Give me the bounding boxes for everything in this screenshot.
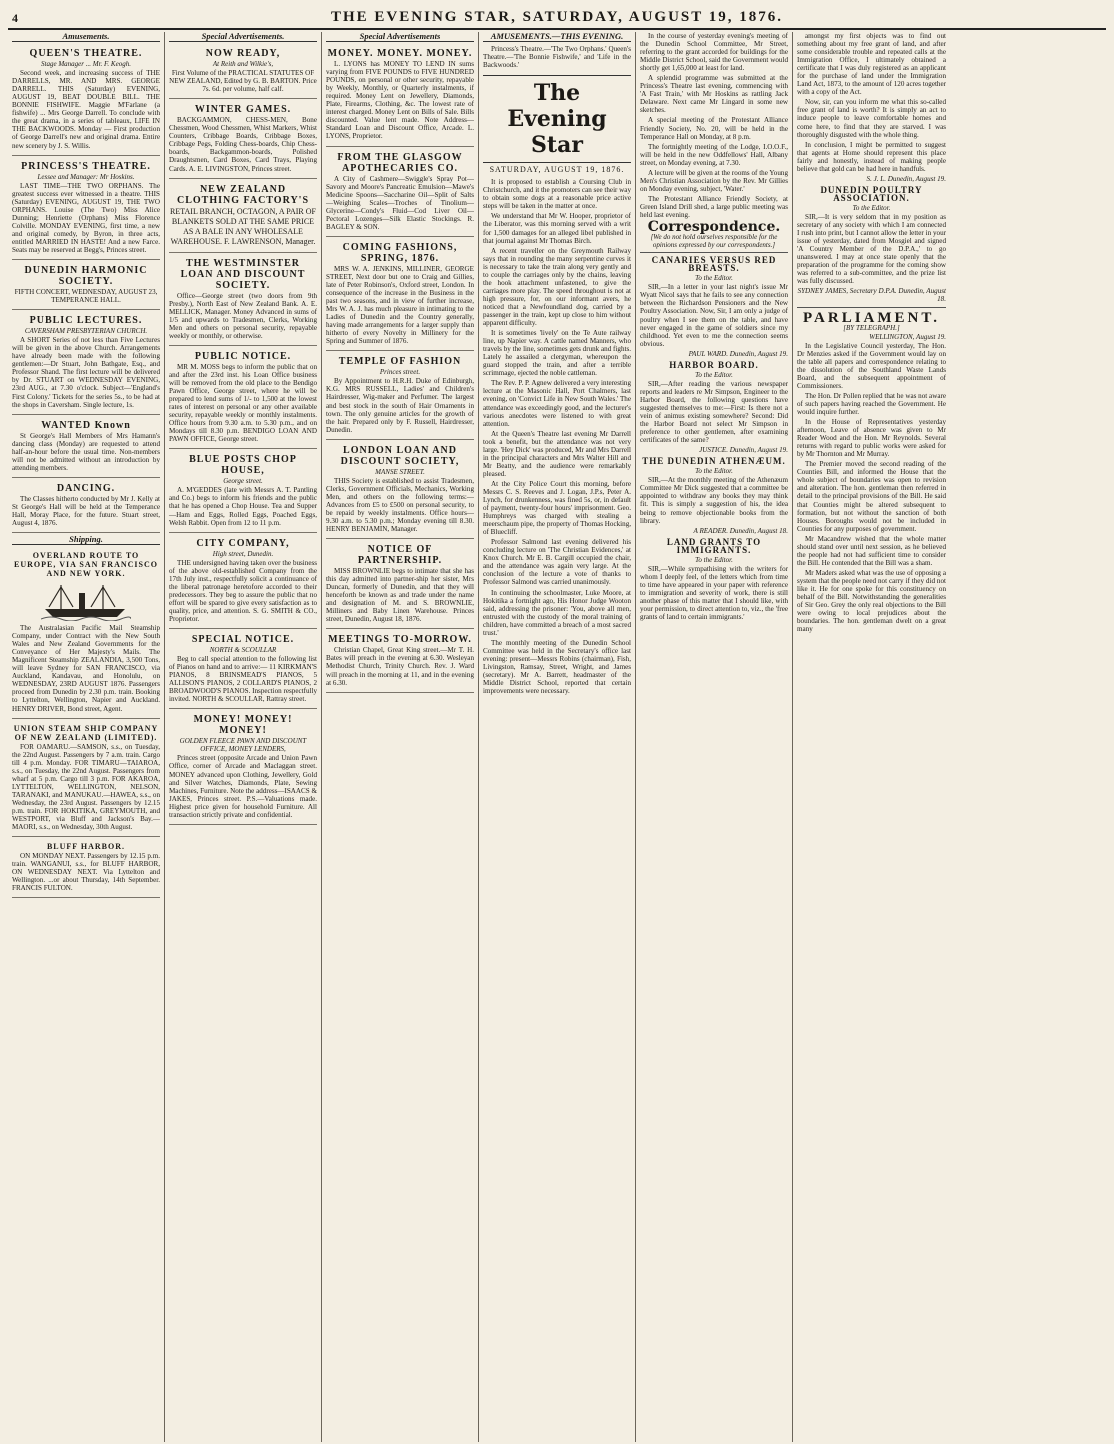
news-paragraph: In the course of yesterday evening's meeting of the Dunedin School Committee, Mr Street, referring to the grant accorded for buildings for the Middle District School, said the Government would shortly get 1,65,000 at least for land. [640, 32, 788, 73]
advertisement [326, 541, 474, 629]
news-paragraph: A lecture will be given at the rooms of the Young Men's Christian Association by the Rev. Mr Gillies on Monday evening, subject, 'Water.' [640, 168, 788, 193]
advertisement [326, 45, 474, 146]
news-paragraph: The fortnightly meeting of the Lodge, I.O.O.F., will be held in the new Oddfellows' Hall, Albany street, on Monday evening, at 7.30. [640, 142, 788, 167]
news-paragraph: A splendid programme was submitted at the Princess's Theatre last evening, commencing with 'A Fast Train,' with Mr Hoskins as rattling Jack Delaware. Next came Mr Lingard in some new sketches. [640, 74, 788, 115]
ad-body: MRS W. A. JENKINS, MILLINER, GEORGE STREET, Next door but one to Craig and Gillies, late of Peter Robinson's, Oxford street, London. In consequence of the increase in the Business in the past two seasons, and in view of further increase, Mrs W. A. J. has much pleasure in intimating to the Ladies of Dunedin and the Country generally, having made arrangements for a larger supply than hitherto of every Novelty in Millinery for the Spring and Summer of 1876. [326, 264, 474, 346]
letter-signature: JUSTICE. Dunedin, August 19. [699, 446, 788, 455]
advertisement [169, 451, 317, 532]
ad-body: MISS BROWNLIE begs to intimate that she has this day admitted into partner-ship her sister, Mrs Duncan, formerly of Dunedin, and that they will henceforth be known as and trade under the name and designation of M. and S. BROWNLIE, Milliners and Baby Linen Warehouse. Princes street, Dunedin, August 18, 1876. [326, 567, 474, 624]
letter-body: SIR,—After reading the various newspaper reports and leaders re Mr Simpson, Engineer to the Harbor Board, the following questions have suggested themselves to me:—First: Is there not a vein of animus existing somewhere? Second: Did the Harbor Board not select Mr Simpson in preference to other gentlemen, after examining certificates of the same? [640, 379, 788, 445]
ad-body: A City of Cashmere—Swiggle's Spray Pot—Savory and Moore's Pancreatic Emulsion—Mawe's Medicine Spoons—Saccharine Oil—Split of Salts—Weighing Scales—Troches of Tinolium—Glycerine—Condy's Fluid—Cod Liver Oil—Pectoral Lozenges—Silk Elastic Stockings. R. BAGLEY & SON. [326, 174, 474, 231]
letter-body: SIR,—While sympathising with the writers for whom I deeply feel, of the letters which from time to time have appeared in your paper with reference to immigration and severity of work, there is still another phase of this matter that I should like, with your permission, to direct attention to, viz., the 'free grants of land to certain immigrants.' [640, 564, 788, 622]
news-paragraph: In conclusion, I might be permitted to suggest that agents at Home should represent this place fairly and honestly, instead of making people believe that gold can be had here in handfuls. [797, 140, 946, 173]
letter-body: SIR,—In a letter in your last night's issue Mr Wyatt Nicol says that he fails to see any connection between the Richardson Pensioners and the New Poultry Association. Now, Sir, I am only a judge of poultry when I see them on the table, and have never engaged in the game of soldiers since my childhood. Yet even to me the connection seems obvious. [640, 283, 788, 348]
advertisement [12, 417, 160, 478]
ad-body: First Volume of the PRACTICAL STATUTES OF NEW ZEALAND, Edited by G. B. BARTON. Price 7s. 6d. per volume, half calf. [169, 69, 317, 94]
letter-salutation: To the Editor. [695, 467, 733, 476]
letter-title: LAND GRANTS TO IMMIGRANTS. [666, 536, 762, 555]
section-heading: AMUSEMENTS.—THIS EVENING. [483, 32, 631, 42]
advertisement [12, 262, 160, 310]
column-6 [793, 32, 950, 1442]
ad-title: QUEEN'S THEATRE. [29, 48, 143, 60]
ad-subtitle: Stage Manager ... Mr. F. Keogh. [41, 60, 131, 69]
news-paragraph: Professor Salmond last evening delivered his concluding lecture on 'The Christian Evidences,' at Knox Church. Mr E. B. Cargill occupied the chair, and the attendance was again very large. At the conclusion of the lecture a vote of thanks to Professor Salmond was carried unanimously. [483, 538, 631, 587]
page-number: 4 [12, 11, 18, 25]
ad-body: St George's Hall Members of Mrs Hamann's dancing class (Monday) are requested to attend half-an-hour before the usual time. Non-members will not be admitted without an introduction by attending members. [12, 431, 160, 472]
correspondence-note: [We do not hold ourselves responsible for the opinions expressed by our correspondents.] [650, 233, 778, 250]
letter-title: DUNEDIN POULTRY ASSOCIATION. [820, 184, 923, 203]
ad-body: THE undersigned having taken over the business of the above old-established Company from the 17th July inst., respectfully solicit a continuance of the liberal patronage heretofore accorded to their predecessors. They beg to assure the public that no effort will be spared to give every satisfaction as to quality, price, and attention. S. G. SMITH & CO., Proprietor. [169, 558, 317, 623]
advertisement [326, 442, 474, 539]
news-paragraph: At the Queen's Theatre last evening Mr Darrell took a benefit, but the attendance was not very large. 'Hey Dick' was produced, Mr and Mrs Darrell in the principal characters and Mrs Walter Hill and Mr Beatty, and the audience were remarkably pleased. [483, 429, 631, 478]
news-paragraph: In the Legislative Council yesterday, The Hon. Dr Menzies asked if the Government would lay on the table all papers and correspondence relating to the dissolution of the Southland Waste Lands Board, and the subsequent appointment of Commissioners. [797, 341, 946, 390]
letter-signature: SYDNEY JAMES, Secretary D.P.A. Dunedin, August 18. [797, 287, 946, 304]
ad-title: PUBLIC LECTURES. [29, 315, 143, 327]
ad-body: RETAIL BRANCH, OCTAGON, A PAIR OF BLANKETS SOLD AT THE SAME PRICE AS A BALE IN ANY WHOLESALE WAREHOUSE. F. LAWRENSON, Manager. [170, 206, 316, 246]
ad-title: NEW ZEALAND CLOTHING FACTORY'S [176, 183, 310, 206]
advertisement [326, 353, 474, 439]
ad-title: DANCING. [56, 482, 116, 494]
advertisement [169, 631, 317, 709]
shipping-notice [12, 721, 160, 838]
column-1 [8, 32, 165, 1442]
ad-body: The Australasian Pacific Mail Steamship Company, under Contract with the New South Wales and New Zealand Governments for the Conveyance of Her Majesty's Mails. The Magnificent Steamship ZEALANDIA, 3,500 Tons, will leave Sydney for SAN FRANCISCO, via Auckland, Kandavau, and Honolulu, on WEDNESDAY, 23RD AUGUST 1876. Passengers proceed from Dunedin by 2.30 p.m. train. Booking to Lyttelton, Wellington, Napier and Auckland. HENRY DRIVER, Bond street, Agent. [12, 624, 160, 713]
dateline: WELLINGTON, August 19. [869, 332, 946, 341]
letter-title: THE DUNEDIN ATHENÆUM. [642, 456, 786, 467]
news-paragraph: Mr Maders asked what was the use of opposing a system that the people need not carry if they did not like it. He for one spoke for this constituency on behalf of the Bill. Notwithstanding the generalities of Sir Geo. Grey the only real objections to the Bill were owing to local prejudices about the boundaries. The hon. gentleman dwelt on a great many [797, 568, 946, 634]
ad-subtitle: At Reith and Wilkie's, [212, 60, 274, 69]
ad-title: UNION STEAM SHIP COMPANY OF NEW ZEALAND (LIMITED). [13, 723, 159, 742]
ad-body: L. LYONS has MONEY TO LEND IN sums varying from FIVE POUNDS to FIVE HUNDRED POUNDS, on personal or other security, repayable by Weekly, Monthly, or Quarterly instalments, if required. Money Lent on Jewellery, Diamonds, Plate, Firearms, Clothing, &c. The lowest rate of interest charged. Money Lent on Bills of Sale. Bills discounted. Value lent made. Note Address—Standard Loan and Discount Office, Arcade. L. LYONS, Proprietor. [326, 60, 474, 141]
letter-body: SIR,—It is very seldom that in my position as secretary of any society with which I am connected I rush into print, but I cannot allow the letter in your issue of yesterday, dated from Mosgiel and signed 'A Country Member of the D.P.A.,' to go unanswered. I may at once state openly that the preparation of the programme for the coming show was referred to a sub-committee, and the prize list was fully discussed. [797, 212, 946, 286]
news-paragraph: In the House of Representatives yesterday afternoon, Leave of absence was given to Mr Reader Wood and the Hon. Mr Reynolds. Several returns with regard to public works were asked for by Mr Thornton and Mr Murray. [797, 418, 946, 459]
news-paragraph: It is sometimes 'lively' on the Te Aute railway line, up Napier way. A cattle named Manners, who travels by the line, sometimes gets drunk and fights. Lately he assailed a clergyman, whereupon the guard stopped the train, and after a terrible scrimmage, ejected the noble cattleman. [483, 329, 631, 378]
letter-title: CANARIES VERSUS RED BREASTS. [651, 255, 777, 274]
paper-title: The Evening Star [483, 75, 631, 163]
ad-subtitle: NORTH & SCOULLAR [209, 646, 277, 655]
divider [640, 252, 788, 253]
newspaper-header-title: THE EVENING STAR, SATURDAY, AUGUST 19, 1876. [331, 9, 783, 25]
ad-title: PUBLIC NOTICE. [194, 350, 292, 362]
section-heading: Special Advertisements. [169, 32, 317, 42]
ad-subtitle: MANSE STREET. [375, 467, 425, 476]
news-paragraph: The monthly meeting of the Dunedin School Committee was held in the Secretary's office last evening: present—Messrs Robins (chairman), Fish, Livingston, Ramsay, Street, Wright, and James (secretary). Mr A. Barrett, headmaster of the Middle District School, reported that certain improvements were necessary. [483, 638, 631, 696]
news-paragraph: Mr Macandrew wished that the whole matter should stand over until next session, as he believed the people had not had sufficient time to consider the Bill. He contended that the Bill was a sham. [797, 534, 946, 567]
ad-body: A SHORT Series of not less than Five Lectures will be given in the above Church. Arrangements have already been made with the following gentlemen:—Dr Stuart, John Bathgate, Esq., and Professor Shand. The first lecture will be delivered by Dr. STUART on WEDNESDAY EVENING, 23rd AUG., at 7.30 o'clock. Subject—'England's First Colony.' Tickets for the series 5s., to be had at the shops in Caversham. Single lecture, 1s. [12, 336, 160, 409]
news-paragraph: amongst my first objects was to find out something about my free grant of land, and after some considerable trouble and repeated calls at the Immigration Office, I ultimately obtained a certificate that I was duly registered as an applicant for the purchase of land under the Immigration Land Act, 1873, to the amount of 120 acres together with a copy of the Act. [797, 32, 946, 97]
column-3 [322, 32, 479, 1442]
news-paragraph: We understand that Mr W. Hooper, proprietor of the Liberator, was this morning served with a writ for 1,500 damages for an alleged libel published in that journal against Mr Thomas Birch. [483, 212, 631, 245]
ad-title: THE WESTMINSTER LOAN AND DISCOUNT SOCIETY. [180, 257, 306, 291]
ad-title: NOTICE OF PARTNERSHIP. [357, 544, 443, 567]
section-heading: Amusements. [12, 32, 160, 42]
ad-body: Beg to call special attention to the following list of Pianos on hand and to arrive:— 11 KIRKMAN'S PIANOS, 8 BRINSMEAD'S PIANOS, 5 ALLISON'S PIANOS, 2 COLLARD'S PIANOS, 2 BROADWOOD'S PIANOS. Inspection respectfully invited. NORTH & SCOULLAR, Rattray street. [169, 655, 317, 704]
ad-subtitle: George street. [223, 477, 263, 486]
ad-title: SPECIAL NOTICE. [191, 634, 295, 646]
advertisement [169, 101, 317, 178]
ad-subtitle: Princes street. [379, 368, 421, 377]
letter-salutation: To the Editor. [695, 274, 733, 283]
advertisement [169, 181, 317, 253]
ad-body: The Classes hitherto conducted by Mr J. Kelly at St George's Hall will be held at the Temperance Hall, Moray Place, for the future. Stuart street, August 4, 1876. [12, 494, 160, 527]
news-paragraph: In continuing the schoolmaster, Luke Moore, at Hokitika a fortnight ago, His Honor Judge Wooton said, addressing the prisoner: 'You, above all men, entrusted with the custody of the moral training of children, have committed a breach of a most sacred trust.' [483, 588, 631, 637]
parliament-heading: PARLIAMENT. [802, 309, 941, 326]
ad-title: CITY COMPANY, [196, 537, 290, 549]
news-paragraph: The Protestant Alliance Friendly Society, at Green Island Drill shed, a large public meeting was held last evening. [640, 194, 788, 219]
ad-body: FIFTH CONCERT, WEDNESDAY, AUGUST 23, TEMPERANCE HALL. [14, 288, 158, 305]
ad-title: TEMPLE OF FASHION [338, 356, 462, 368]
ad-title: MONEY! MONEY! MONEY! [193, 714, 293, 737]
letter-title: HARBOR BOARD. [669, 359, 759, 370]
ad-body: LAST TIME—THE TWO ORPHANS. The greatest success ever witnessed in a theatre. THIS (Saturday) EVENING, AUGUST 19, THE TWO ORPHANS. Louise (The Two) Miss Alice Dunning; Henriette (Orphans) Miss Florence Colville. MONDAY EVENING, first time, a new and original comedy, by Byron, in three acts, entitled MARRIED IN HASTE! And a new Farce. Seats may be reserved at Begg's, Princes street. [12, 181, 160, 254]
advertisement [169, 45, 317, 99]
letter-signature: PAUL WARD. Dunedin, August 19. [688, 349, 788, 358]
letter-body: SIR,—At the monthly meeting of the Athenæum Committee Mr Dick suggested that a committee be appointed to withdraw any books they may think fit. This is simply a suggestion of his, the idea being to remove objectionable books from the library. [640, 476, 788, 525]
ad-title: MONEY. MONEY. MONEY. [327, 48, 473, 60]
news-paragraph: It is proposed to establish a Coursing Club in Christchurch, and it the promoters can see their way to obtain some dogs at a reasonable price active steps will be taken in the matter at once. [483, 178, 631, 211]
issue-date: SATURDAY, AUGUST 19, 1876. [489, 165, 625, 175]
advertisement [12, 45, 160, 156]
advertisement [169, 535, 317, 629]
ad-subtitle: CAVERSHAM PRESBYTERIAN CHURCH. [24, 327, 148, 336]
news-paragraph: A recent traveller on the Greymouth Railway says that in rounding the many serpentine curves it is necessary to take the train along very gently and to couple the carriages only by the chains, leaving the hook attachment unfastened, to give the carriages more play. The speed throughout is not at high pressure, for, on our informant avers, he noticed that a Newfoundland dog, carried by a passenger in the train, kept up close to him without apparent difficulty. [483, 246, 631, 328]
letter-salutation: To the Editor. [695, 555, 733, 564]
section-heading: Special Advertisements [326, 32, 474, 42]
divider [797, 307, 946, 308]
masthead [8, 6, 1106, 30]
ad-body: Office—George street (two doors from 9th Presby.), North East of New Zealand Bank. A. E. MELLICK, Manager. Money Advanced in sums of 1/5 and upwards to Tradesmen, Clerks, Working Men and others on personal security, repayable weekly or monthly, or otherwise. [169, 291, 317, 340]
ad-title: WANTED Known [41, 419, 131, 431]
ad-title: PRINCESS'S THEATRE. [21, 160, 151, 172]
column-4 [479, 32, 636, 1442]
news-paragraph: A special meeting of the Protestant Alliance Friendly Society, No. 20, will be held in the Temperance Hall on Monday, at 8 p.m. [640, 116, 788, 141]
advertisement [12, 158, 160, 260]
news-paragraph: The Rev. P. P. Agnew delivered a very interesting lecture at the Masonic Hall, Port Chalmers, last evening, on 'Convict Life in New South Wales.' The attendance was exceedingly good, and the lecturer's various anecdotes were listened to with great attention. [483, 379, 632, 428]
ad-body: BACKGAMMON, CHESS-MEN, Bone Chessmen, Wood Chessmen, Whist Markers, Whist Counters, Cribbage Boards, Cribbage Boxes, Cribbage Pegs, Folding Chess-boards, Chip Chess-boards, Backgammon-boards, Polished Draughtsmen, Card Boxes, Card Trays, Playing Cards. A. E. LIVINGSTON, Princes street. [169, 116, 317, 173]
news-paragraph: At the City Police Court this morning, before Messrs C. S. Reeves and J. Logan, J.P.s, Peter A. Lynch, for drunkenness, was fined 5s, or, in default of payment, twenty-four hours' imprisonment. Geo. Humphreys was charged with stealing a meerschaum pipe, the property of Thomas Hocking, of Bluecliff. [483, 479, 632, 537]
letter-signature: A READER. Dunedin, August 18. [693, 526, 788, 535]
ad-title: LONDON LOAN AND DISCOUNT SOCIETY, [340, 444, 460, 467]
ad-title: BLUFF HARBOR. [46, 842, 126, 852]
ad-title: FROM THE GLASGOW APOTHECARIES CO. [337, 151, 463, 174]
advertisement [169, 711, 317, 824]
letter-salutation: To the Editor. [695, 370, 733, 379]
ad-title: WINTER GAMES. [194, 104, 292, 116]
ad-body: A. M'GEDDES (late with Messrs A. T. Pantling and Co.) begs to inform his friends and the public that he has opened a Chop House. Tea and Supper—Ham and Eggs, Rolled Eggs, Poached Eggs, Welsh Rabbit. Open from 12 to 11 p.m. [169, 486, 317, 527]
shipping-notice [12, 548, 160, 719]
steamship-icon [41, 581, 131, 621]
advertisement [12, 312, 160, 414]
ad-body: Second week, and increasing success of THE DARRELLS, MR. AND MRS. GEORGE DARRELL. THIS (Saturday) EVENING, AUGUST 19, BEAT DOUBLE BILL. THE BONNIE FISHWIFE. Maggie M'Farlane (a fishwife) ... Mrs George Darrell. To conclude with the great drama, in a series of tableaux, LIFE IN THE BACKWOODS. Monday — First production of George Darrell's new and original drama. Entire new scenery by J. S. Willis. [12, 69, 160, 150]
column-5 [636, 32, 793, 1442]
news-paragraph: Now, sir, can you inform me what this so-called free grant of land is worth? It is simply an act to induce people to leave comfortable homes and come here, to find that they are starved. I was thoroughly disgusted with the whole thing. [797, 98, 946, 139]
ad-title: MEETINGS TO-MORROW. [328, 634, 472, 646]
ad-subtitle: GOLDEN FLEECE PAWN AND DISCOUNT OFFICE, MONEY LENDERS, [179, 737, 307, 754]
advertisement [12, 480, 160, 533]
news-paragraph: The Hon. Dr Pollen replied that he was not aware of such papers having reached the Government. He would inquire further. [797, 391, 946, 417]
column-2 [165, 32, 322, 1442]
section-heading: Shipping. [12, 535, 160, 545]
amusements-listing: Princess's Theatre.—'The Two Orphans.' Queen's Theatre.—'The Bonnie Fishwife,' and 'Life in the Backwoods.' [483, 45, 631, 70]
advertisement [326, 149, 474, 237]
shipping-notice [12, 839, 160, 898]
ad-body: By Appointment to H.R.H. Duke of Edinburgh, K.G. MRS RUSSELL, Ladies' and Children's Hairdresser, Wig-maker and Perfumer. The largest and best stock in the south of Hair Ornaments in town. The only genuine articles for the growth of the hair. Prepared only by F. Russell, Hairdresser, Dunedin. [326, 377, 474, 434]
ad-body: ON MONDAY NEXT. Passengers by 12.15 p.m. train. WANGANUI, s.s., for BLUFF HARBOR, ON WEDNESDAY NEXT. Via Lyttelton and Wellington. ...or about Thursday, 14th September. FRANCIS FULTON. [12, 852, 160, 893]
ad-title: BLUE POSTS CHOP HOUSE, [189, 454, 297, 477]
correspondence-heading: Correspondence. [647, 219, 781, 236]
advertisement [326, 239, 474, 351]
ad-body: THIS Society is established to assist Tradesmen, Clerks, Government Officials, Mechanics, Working Men, and others on the following terms:—Advances from £5 to £500 on personal security, to be repaid by weekly instalments. Office hours—9.30 a.m. to 5.30 p.m.; Monday evening till 8.30. HENRY BENJAMIN, Manager. [326, 476, 474, 534]
telegraph-note: [BY TELEGRAPH.] [843, 323, 900, 332]
ad-title: COMING FASHIONS, SPRING, 1876. [342, 241, 458, 264]
ad-title: OVERLAND ROUTE TO EUROPE, VIA SAN FRANCISCO AND NEW YORK. [14, 551, 158, 579]
ad-title: NOW READY, [205, 48, 281, 60]
letter-salutation: To the Editor. [852, 203, 891, 212]
ad-body: Christian Chapel, Great King street.—Mr T. H. Bates will preach in the evening at 6.30. Wesleyan Methodist Church, Trinity Church. Rev. J. Ward will preach in the morning at 11, and in the evening at 6.30. [326, 646, 474, 687]
advertisement [169, 255, 317, 346]
ad-subtitle: Lessee and Manager: Mr Hoskins. [37, 172, 135, 181]
ad-body: FOR OAMARU.—SAMSON, s.s., on Tuesday, the 22nd August. Passengers by 7 a.m. train. Cargo till 4 p.m. Monday. FOR TIMARU—TAIAROA, s.s., on Tuesday, the 22nd August. Passengers from wharf at 5 p.m. Cargo till 3 p.m. FOR AKAROA, LYTTELTON, WELLINGTON, NELSON, TARANAKI, and MANUKAU.—HAWEA, s.s., on Wednesday, the 23rd August. Passengers by 12.15 p.m. train. FOR HOKITIKA, GREYMOUTH, and WESTPORT, via Bluff and Jackson's Bay.—MAORI, s.s., on Wednesday, 30th August. [12, 742, 160, 832]
ad-subtitle: High street, Dunedin. [212, 549, 274, 558]
advertisement [169, 348, 317, 449]
ad-body: Princes street (opposite Arcade and Union Pawn Office, corner of Arcade and Maclaggan street. MONEY advanced upon Clothing, Jewellery, Gold and Silver Watches, Diamonds, Plate, Sewing Machines, Furniture. Note the address—ISAACS & JAKES, Princes street. P.S.—Valuations made. Highest price given for household Furniture. All transaction strictly private and confidential. [169, 754, 317, 819]
columns [8, 32, 1106, 1442]
ad-title: DUNEDIN HARMONIC SOCIETY. [24, 265, 148, 288]
news-paragraph: The Premier moved the second reading of the Counties Bill, and informed the House that the whole subject of boundaries was open to revision and alteration. The hon. gentleman then referred in detail to the principal provisions of the Bill. He said that Counties might be altered subsequent to formation, but not without the sanction of both Houses. Boroughs would not be included in Counties for any purposes of government. [797, 460, 946, 533]
letter-signature: S. J. L. Dunedin, August 19. [866, 174, 946, 183]
advertisement [326, 631, 474, 692]
ad-body: MR M. MOSS begs to inform the public that on and after the 23rd inst. his Loan Office business will be removed from the old place to the Bendigo Pawn Office, George street, where he will be prepared to lend sums of 1/- to 1,500 at the lowest rates of interest on personal or any other available security, repayable weekly or monthly instalments. Office hours from 9.30 a.m. to 5.30 p.m., and on Mondays till 8.30 p.m. BENDIGO LOAN AND PAWN OFFICE, George street. [169, 362, 317, 444]
